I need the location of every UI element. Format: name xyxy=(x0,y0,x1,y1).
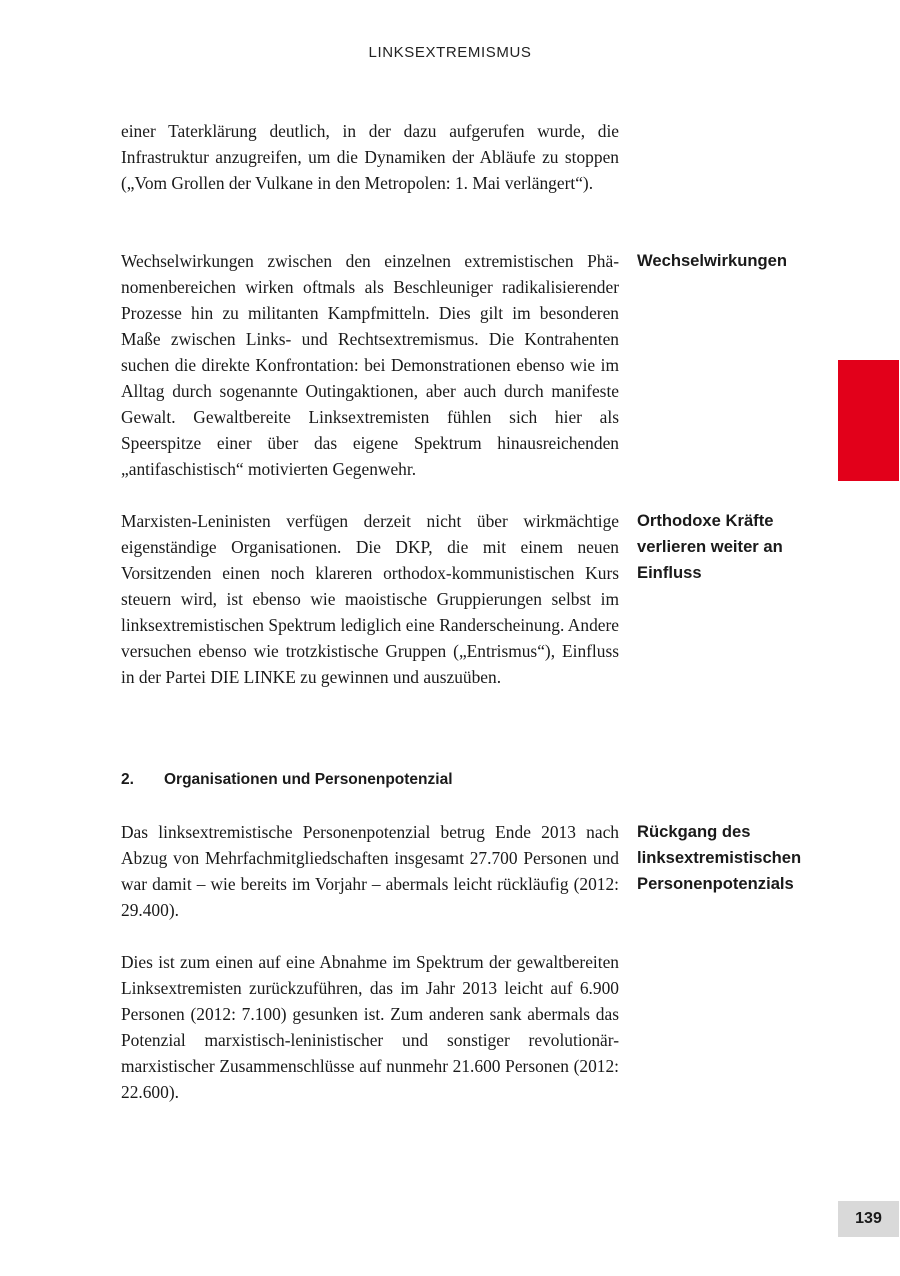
body-paragraph-3: Marxisten-Leninisten verfügen derzeit nicht über wirkmächtige eigenständige Organisationen. Die DKP, die mit einem neuen Vorsitzenden einen noch klareren orthodox-kommunistischen Kurs steuern wird, ist ebenso wie maoistische Gruppierungen selbst im linksextremistischen Spektrum lediglich eine Randerscheinung. Andere versuchen ebenso wie trotzkistische Gruppen („Entrismus“), Einfluss in der Partei DIE LINKE zu gewinnen und auszuüben. xyxy=(121,511,619,687)
page-number: 139 xyxy=(838,1201,899,1237)
running-header: LINKSEXTREMISMUS xyxy=(368,44,532,61)
section-heading xyxy=(121,768,453,792)
body-paragraph-4: Das linksextremistische Personenpotenzial betrug Ende 2013 nach Abzug von Mehrfachmitgliedschaften insgesamt 27.700 Personen und war damit – wie bereits im Vorjahr – abermals leicht rückläufig (2012: 29.400). xyxy=(121,822,619,920)
section-number: 2. xyxy=(121,771,134,788)
margin-note-rueckgang: Rückgang des linksextremistischen Personenpotenzials xyxy=(637,822,802,893)
margin-note-wechselwirkungen: Wechselwirkungen xyxy=(637,251,787,270)
section-title: Organisationen und Personenpotenzial xyxy=(164,771,453,788)
body-paragraph-2: Wechselwirkungen zwischen den einzelnen extremistischen Phänomenbereichen wirken oftmals als Beschleuniger radikalisierender Prozesse hin zu militanten Kampfmitteln. Dies gilt im besonderen Maße zwischen Links- und Rechtsextremismus. Die Kontrahenten suchen die direkte Konfrontation: bei Demonstrationen ebenso wie im Alltag durch sogenannte Outingaktionen, aber auch durch manifeste Gewalt. Gewaltbereite Linksextremisten fühlen sich hier als Speerspitze einer über das eigene Spektrum hinausreichenden „antifaschistisch“ motivierten Gegenwehr. xyxy=(121,251,619,479)
chapter-color-tab xyxy=(838,360,899,481)
body-paragraph-5: Dies ist zum einen auf eine Abnahme im Spektrum der gewaltbereiten Linksextremisten zurückzuführen, das im Jahr 2013 leicht auf 6.900 Personen (2012: 7.100) gesunken ist. Zum anderen sank abermals das Potenzial marxistisch-leninistischer und sonstiger revolutionär-marxistischer Zusammenschlüsse auf nunmehr 21.600 Personen (2012: 22.600). xyxy=(121,952,619,1102)
margin-note-orthodoxe-kraefte: Orthodoxe Kräfte verlieren weiter an Einfluss xyxy=(637,511,783,582)
body-paragraph-1: einer Taterklärung deutlich, in der dazu aufgerufen wurde, die Infrastruktur anzugreifen, um die Dynamiken der Abläufe zu stoppen („Vom Grollen der Vulkane in den Metropolen: 1. Mai verlängert“). xyxy=(121,121,619,193)
